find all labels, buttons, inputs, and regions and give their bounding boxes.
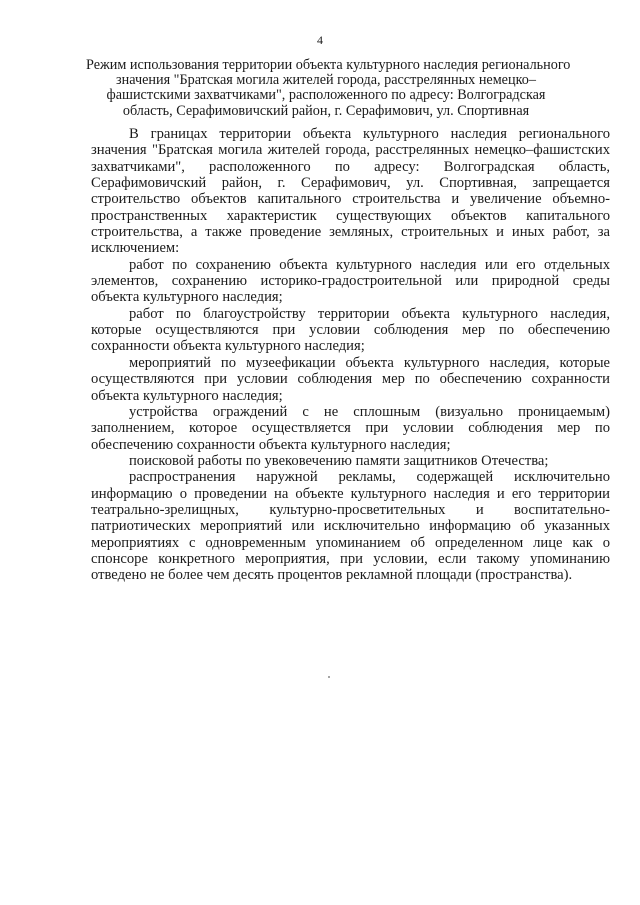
document-body: [91, 126, 610, 584]
paragraph-fencing: устройства ограждений с не сплошным (визуально проницаемым) заполнением, которое осуществляется при условии соблюдения мер по обеспечению сохранности объекта культурного наследия;: [91, 403, 610, 453]
title-line: область, Серафимовичский район, г. Серафимович, ул. Спортивная: [122, 102, 530, 119]
page-number: 4: [317, 33, 323, 47]
document-title: [86, 57, 571, 119]
paragraph-landscaping-works: работ по благоустройству территории объекта культурного наследия, которые осуществляются при условии соблюдения мер по обеспечению сохранности объекта культурного наследия;: [91, 305, 610, 355]
scan-speck: [328, 676, 330, 678]
paragraph-intro: В границах территории объекта культурного наследия регионального значения "Братская могила жителей города, расстрелянных немецко–фашистских захватчиками", расположенного по адресу: Волгоградская область, Серафимовичский район, г. Серафимович, ул. Спортивная, запрещается строительство объектов капитального строительства и увеличение объемно-пространственных характеристик существующих объектов капитального строительства, а также проведение земляных, строительных и иных работ, за исключением:: [91, 126, 610, 257]
title-line: значения "Братская могила жителей города, расстрелянных немецко–: [116, 72, 536, 89]
paragraph-museumification: мероприятий по музеефикации объекта культурного наследия, которые осуществляются при условии соблюдения мер по обеспечению сохранности объекта культурного наследия;: [91, 354, 610, 404]
paragraph-search-work: поисковой работы по увековечению памяти защитников Отечества;: [129, 452, 549, 469]
paragraph-outdoor-advertising: распространения наружной рекламы, содержащей исключительно информацию о проведении на объекте культурного наследия и его территории театрально-зрелищных, культурно-просветительных и воспитательно-патриотических мероприятий или исключительно информацию об указанных мероприятиях с одновременным упоминанием об определенном лице как о спонсоре конкретного мероприятия, при условии, если такому упоминанию отведено не более чем десять процентов рекламной площади (пространства).: [91, 469, 610, 584]
title-line: Режим использования территории объекта культурного наследия регионального: [86, 57, 571, 73]
title-line: фашистскими захватчиками", расположенного по адресу: Волгоградская: [106, 87, 546, 104]
paragraph-preservation-works: работ по сохранению объекта культурного наследия или его отдельных элементов, сохранению историко-градостроительной или природной среды объекта культурного наследия;: [91, 256, 610, 306]
